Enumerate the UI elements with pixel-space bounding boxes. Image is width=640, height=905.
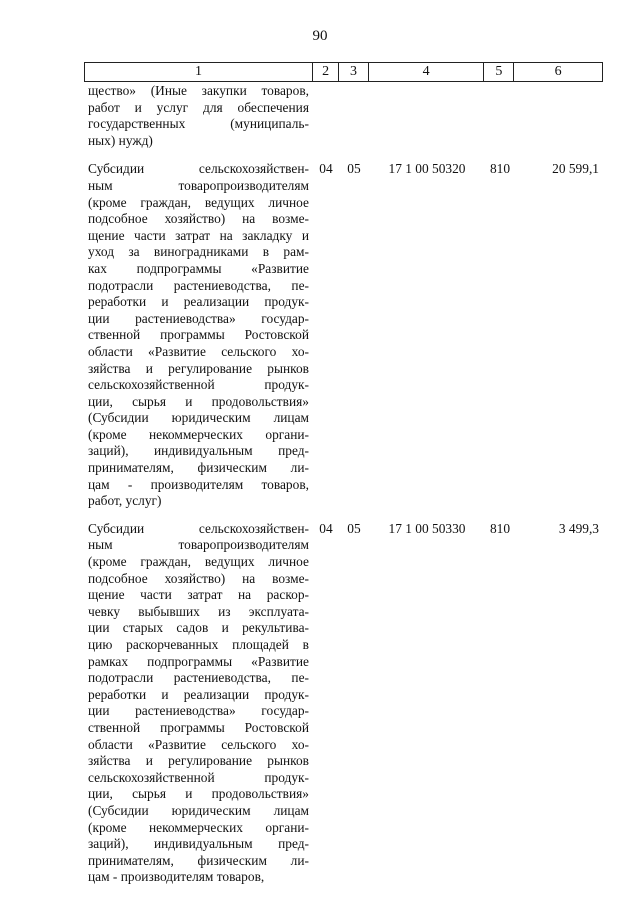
expense-type-code: 810 (489, 161, 511, 177)
description-line: принимателям, физическим ли- (88, 852, 309, 868)
column-header-2: 2 (313, 63, 339, 81)
expense-type-code: 810 (489, 520, 511, 536)
amount-value (515, 83, 603, 149)
description-line: работ и услуг для обеспечения (88, 99, 309, 115)
amount-value: 20 599,1 (552, 161, 599, 177)
description-line: (кроме граждан, ведущих личное (88, 194, 309, 210)
description-line: ции, сырья и продовольствия» (88, 393, 309, 409)
description-line: щество» (Иные закупки товаров, (88, 83, 309, 98)
subsection-code (339, 83, 369, 149)
expense-type-code (485, 83, 515, 149)
description-line: работ, услуг) (88, 493, 162, 509)
section-code: 04 (319, 520, 333, 536)
target-article-code: 17 1 00 50320 (388, 161, 466, 177)
description-line: государственных (муниципаль- (88, 116, 309, 132)
description-line: области «Развитие сельского хо- (88, 343, 309, 359)
column-header-6: 6 (554, 64, 562, 79)
description-line: цам - производителям товаров, (88, 869, 265, 885)
description-line: заций), индивидуальным пред- (88, 836, 309, 852)
description-line: заций), индивидуальным пред- (88, 443, 309, 459)
description-line: реработки и реализации продук- (88, 294, 309, 310)
description-line: (кроме некоммерческих органи- (88, 819, 309, 835)
section-code (313, 83, 339, 149)
description-line: подсобное хозяйство) на возме- (88, 211, 309, 227)
description-line: ции растениеводства» государ- (88, 310, 309, 326)
description-line: подотрасли растениеводства, пе- (88, 670, 309, 686)
description-line: сельскохозяйственной продук- (88, 377, 309, 393)
description-line: щение части затрат на раскор- (88, 587, 309, 603)
description-line: подотрасли растениеводства, пе- (88, 277, 309, 293)
description-line: ции, сырья и продовольствия» (88, 786, 309, 802)
description-line: чевку выбывших из эксплуата- (88, 603, 309, 619)
description-line: ных) нужд) (88, 132, 153, 148)
description-line: зяйства и регулирование рынков (88, 360, 309, 376)
description-line: (Субсидии юридическим лицам (88, 802, 309, 818)
table-row (84, 161, 603, 509)
subsection-code: 05 (347, 520, 361, 536)
description-line: ным товаропроизводителям (88, 177, 309, 193)
description-line: ственной программы Ростовской (88, 719, 309, 735)
description-line: (кроме некоммерческих органи- (88, 426, 309, 442)
table-row (84, 521, 603, 886)
target-article-code (369, 83, 485, 149)
description-line: реработки и реализации продук- (88, 686, 309, 702)
row-description (84, 83, 313, 149)
row-description (84, 521, 313, 886)
column-header-3: 3 (339, 63, 369, 81)
budget-table (84, 62, 603, 886)
description-line: цам - производителям товаров, (88, 476, 309, 492)
description-line: сельскохозяйственной продук- (88, 769, 309, 785)
description-line: Субсидии сельскохозяйствен- (88, 520, 309, 536)
description-line: уход за виноградниками в рам- (88, 244, 309, 260)
description-line: принимателям, физическим ли- (88, 460, 309, 476)
description-line: цию раскорчеванных площадей в (88, 637, 309, 652)
description-line: подсобное хозяйство) на возме- (88, 570, 309, 586)
description-line: ции растениеводства» государ- (88, 703, 309, 719)
description-line: Субсидии сельскохозяйствен- (88, 161, 309, 177)
column-header-1: 1 (85, 63, 313, 81)
table-body (84, 83, 603, 886)
description-line: щение части затрат на закладку и (88, 227, 309, 243)
description-line: ках подпрограммы «Развитие (88, 260, 309, 276)
description-line: ственной программы Ростовской (88, 327, 309, 343)
description-line: ным товаропроизводителям (88, 537, 309, 553)
description-line: области «Развитие сельского хо- (88, 736, 309, 752)
amount-value: 3 499,3 (558, 520, 599, 536)
description-line: (Субсидии юридическим лицам (88, 410, 309, 426)
column-header-4: 4 (369, 63, 485, 81)
description-line: рамках подпрограммы «Развитие (88, 653, 309, 669)
section-code: 04 (319, 161, 333, 177)
table-header-row (84, 62, 603, 82)
table-row (84, 83, 603, 149)
row-description (84, 161, 313, 509)
column-header-5: 5 (484, 63, 514, 81)
subsection-code: 05 (347, 161, 361, 177)
description-line: ции старых садов и рекультива- (88, 620, 309, 636)
page-number: 90 (312, 28, 328, 44)
target-article-code: 17 1 00 50330 (388, 520, 466, 536)
description-line: зяйства и регулирование рынков (88, 753, 309, 769)
description-line: (кроме граждан, ведущих личное (88, 554, 309, 570)
